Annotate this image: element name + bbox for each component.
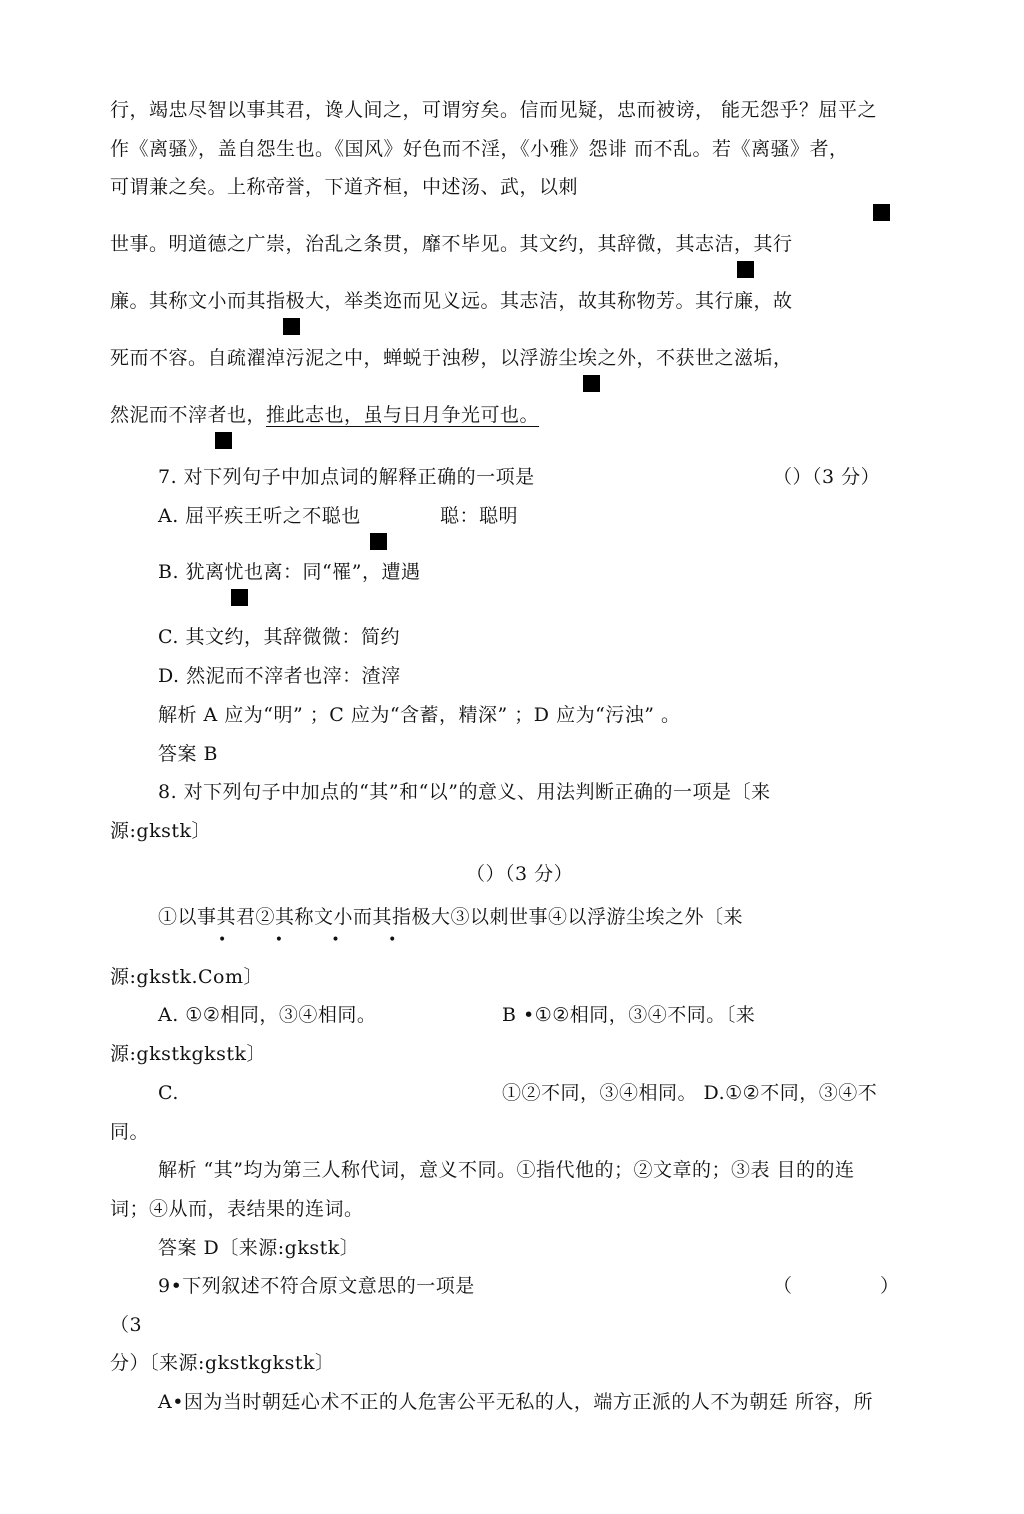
underlined-sentence: 推此志也，虽与日月争光可也。: [266, 404, 540, 426]
q8-option-d-end: 同。: [110, 1121, 150, 1143]
q8-source-2: 源:gkstk.Com〕: [110, 966, 264, 988]
q9-option-a: A•因为当时朝廷心术不正的人危害公平无私的人，端方正派的人不为朝廷 所容，所: [158, 1391, 873, 1413]
q8-option-c-label: C.: [158, 1082, 179, 1104]
passage-line-1: 行，竭忠尽智以事其君，谗人间之，可谓穷矣。信而见疑，忠而被谤， 能无怨乎？屈平之: [110, 99, 878, 121]
emphasis-mark-square: [283, 318, 300, 335]
q8-source-3: 源:gkstkgkstk〕: [110, 1043, 267, 1065]
q7-option-c: C. 其文约，其辞微微：简约: [158, 626, 400, 648]
passage-line-7-text: 然泥而不滓者也，: [110, 404, 267, 426]
q8-source-1: 源:gkstk〕: [110, 820, 211, 842]
q7-analysis: 解析 A 应为“明” ；C 应为“含蓄，精深” ；D 应为“污浊” 。: [158, 704, 681, 726]
q7-option-b: B. 犹离忧也离：同“罹”，遭遇: [158, 561, 421, 583]
passage-line-4: 世事。明道德之广崇，治乱之条贯，靡不毕见。其文约，其辞微，其志洁，其行: [110, 233, 793, 255]
emphasis-dots: • • • •: [218, 932, 419, 948]
q8-option-a: A. ①②相同，③④相同。: [158, 1004, 377, 1026]
passage-line-7: [110, 403, 539, 427]
passage-line-3: 可谓兼之矣。上称帝誉，下道齐桓，中述汤、武，以刺: [110, 176, 579, 198]
q8-stem: 8. 对下列句子中加点的“其”和“以”的意义、用法判断正确的一项是〔来: [158, 781, 771, 803]
q8-analysis-1: 解析 “其”均为第三人称代词，意义不同。①指代他的；②文章的；③表 目的的连: [158, 1159, 855, 1181]
q9-score-open: （3: [110, 1314, 143, 1336]
emphasis-mark-square: [231, 589, 248, 606]
q8-answer: 答案 D〔来源:gkstk〕: [158, 1237, 360, 1259]
q7-option-a-gloss: 聪：聪明: [440, 505, 519, 527]
q9-score-source: 分）〔来源:gkstkgkstk〕: [110, 1352, 335, 1374]
q7-option-d: D. 然泥而不滓者也滓：渣滓: [158, 665, 401, 687]
q8-items: ①以事其君②其称文小而其指极大③以刺世事④以浮游尘埃之外〔来: [158, 906, 744, 928]
q8-option-c-d: ①②不同，③④相同。 D.①②不同，③④不: [502, 1082, 878, 1104]
q9-paren-open: （: [773, 1275, 793, 1297]
passage-line-2: 作《离骚》，盖自怨生也。《国风》好色而不淫，《小雅》怨诽 而不乱。若《离骚》者，: [110, 138, 849, 160]
q8-analysis-2: 词；④从而，表结果的连词。: [110, 1198, 364, 1220]
passage-line-5: 廉。其称文小而其指极大，举类迩而见义远。其志洁，故其称物芳。其行廉，故: [110, 290, 793, 312]
emphasis-mark-square: [215, 432, 232, 449]
q9-paren-close: ）: [880, 1275, 900, 1297]
q7-answer: 答案 B: [158, 743, 219, 765]
q9-stem: 9•下列叙述不符合原文意思的一项是: [158, 1275, 475, 1297]
q8-option-b: B •①②相同，③④不同。〔来: [502, 1004, 756, 1026]
emphasis-mark-square: [737, 261, 754, 278]
q7-option-a: A. 屈平疾王听之不聪也: [158, 505, 361, 527]
emphasis-mark-square: [583, 375, 600, 392]
emphasis-mark-square: [873, 204, 890, 221]
emphasis-mark-square: [370, 533, 387, 550]
q7-stem: 7. 对下列句子中加点词的解释正确的一项是: [158, 466, 535, 488]
passage-line-6: 死而不容。自疏濯淖污泥之中，蝉蜕于浊秽，以浮游尘埃之外，不获世之滋垢，: [110, 347, 793, 369]
q7-score: （）（3 分）: [773, 466, 881, 488]
q8-score: （）（3 分）: [466, 863, 574, 885]
